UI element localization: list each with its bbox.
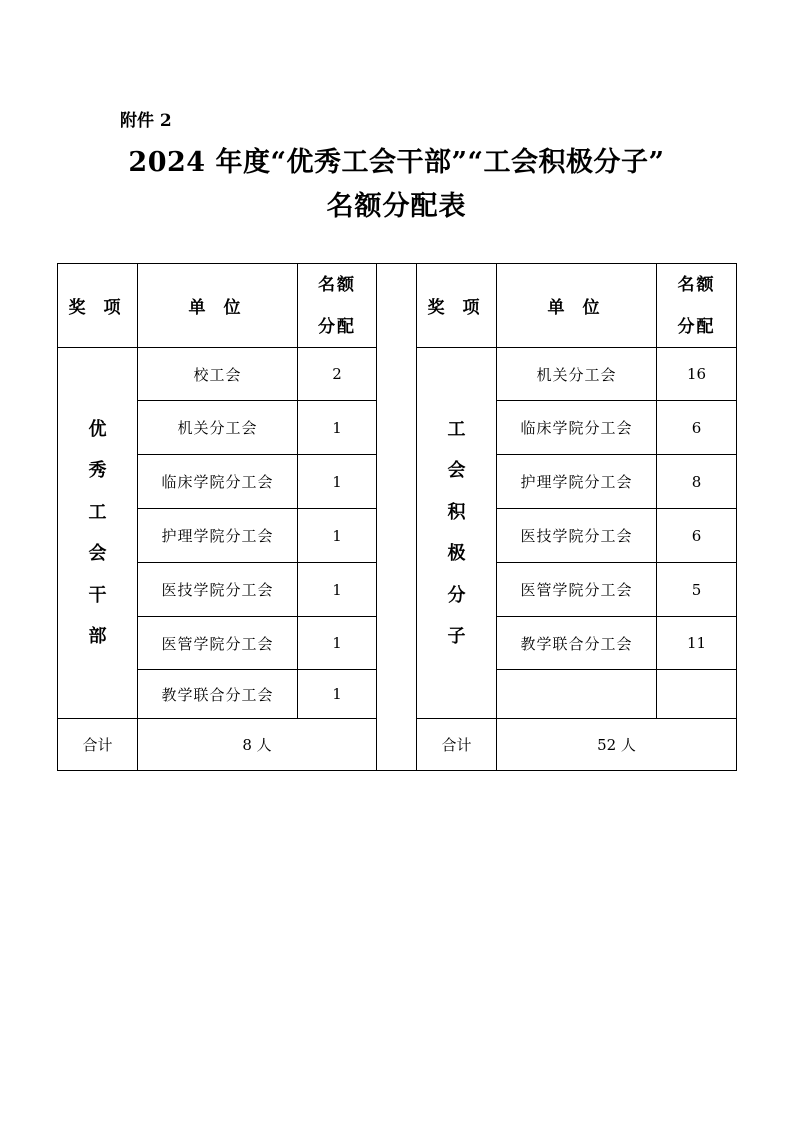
left-award-char: 优 — [88, 418, 107, 440]
left-row-unit: 医技学院分工会 — [137, 562, 298, 617]
left-row-unit: 校工会 — [137, 347, 298, 401]
left-header-award: 奖 项 — [57, 263, 138, 348]
right-award-char: 极 — [447, 543, 466, 564]
left-row-quota: 2 — [297, 347, 377, 401]
left-row-unit: 医管学院分工会 — [137, 616, 298, 670]
left-row-unit: 护理学院分工会 — [137, 508, 298, 563]
table-gap-column — [376, 263, 417, 771]
right-row-unit: 医技学院分工会 — [496, 508, 657, 563]
right-row-quota: 6 — [656, 508, 737, 563]
right-row-quota: 8 — [656, 454, 737, 509]
left-header-unit: 单 位 — [137, 263, 298, 348]
right-award-char: 积 — [447, 501, 466, 523]
right-row-quota — [656, 669, 737, 719]
left-header-quota-line1: 名额 — [318, 274, 356, 295]
left-row-quota: 1 — [297, 508, 377, 563]
left-row-unit: 机关分工会 — [137, 400, 298, 455]
right-row-unit: 机关分工会 — [496, 347, 657, 401]
left-row-unit: 临床学院分工会 — [137, 454, 298, 509]
left-header-quota — [297, 263, 377, 348]
attachment-label: 附件 2 — [120, 111, 172, 131]
right-award-char: 工 — [447, 418, 466, 440]
left-row-quota: 1 — [297, 400, 377, 455]
left-row-quota: 1 — [297, 562, 377, 617]
right-header-quota — [656, 263, 737, 348]
right-total-value: 52 人 — [496, 718, 737, 771]
left-row-unit: 教学联合分工会 — [137, 669, 298, 719]
left-header-quota-line2: 分配 — [318, 316, 356, 337]
right-header-unit: 单 位 — [496, 263, 657, 348]
right-total-label: 合计 — [416, 718, 497, 771]
right-row-quota: 11 — [656, 616, 737, 670]
left-award-char: 部 — [88, 626, 107, 647]
right-header-quota-line2: 分配 — [677, 316, 716, 337]
left-row-quota: 1 — [297, 669, 377, 719]
left-award-char: 工 — [88, 501, 107, 523]
right-award-name — [416, 347, 497, 719]
right-header-quota-line1: 名额 — [677, 274, 716, 295]
left-award-char: 干 — [88, 584, 107, 606]
left-total-value: 8 人 — [137, 718, 377, 771]
right-row-unit — [496, 669, 657, 719]
left-row-quota: 1 — [297, 454, 377, 509]
right-row-unit: 护理学院分工会 — [496, 454, 657, 509]
right-award-char: 会 — [447, 460, 466, 481]
left-row-quota: 1 — [297, 616, 377, 670]
left-award-name — [57, 347, 138, 719]
left-award-char: 秀 — [88, 460, 107, 481]
right-row-unit: 医管学院分工会 — [496, 562, 657, 617]
right-row-unit: 教学联合分工会 — [496, 616, 657, 670]
right-header-award: 奖 项 — [416, 263, 497, 348]
right-row-quota: 16 — [656, 347, 737, 401]
right-row-quota: 6 — [656, 400, 737, 455]
left-award-char: 会 — [88, 543, 107, 564]
page-title: 2024 年度“优秀工会干部”“工会积极分子” — [128, 147, 665, 178]
right-award-char: 分 — [447, 584, 466, 606]
right-row-unit: 临床学院分工会 — [496, 400, 657, 455]
right-award-char: 子 — [447, 626, 466, 647]
left-total-label: 合计 — [57, 718, 138, 771]
page-subtitle: 名额分配表 — [326, 191, 467, 222]
right-row-quota: 5 — [656, 562, 737, 617]
